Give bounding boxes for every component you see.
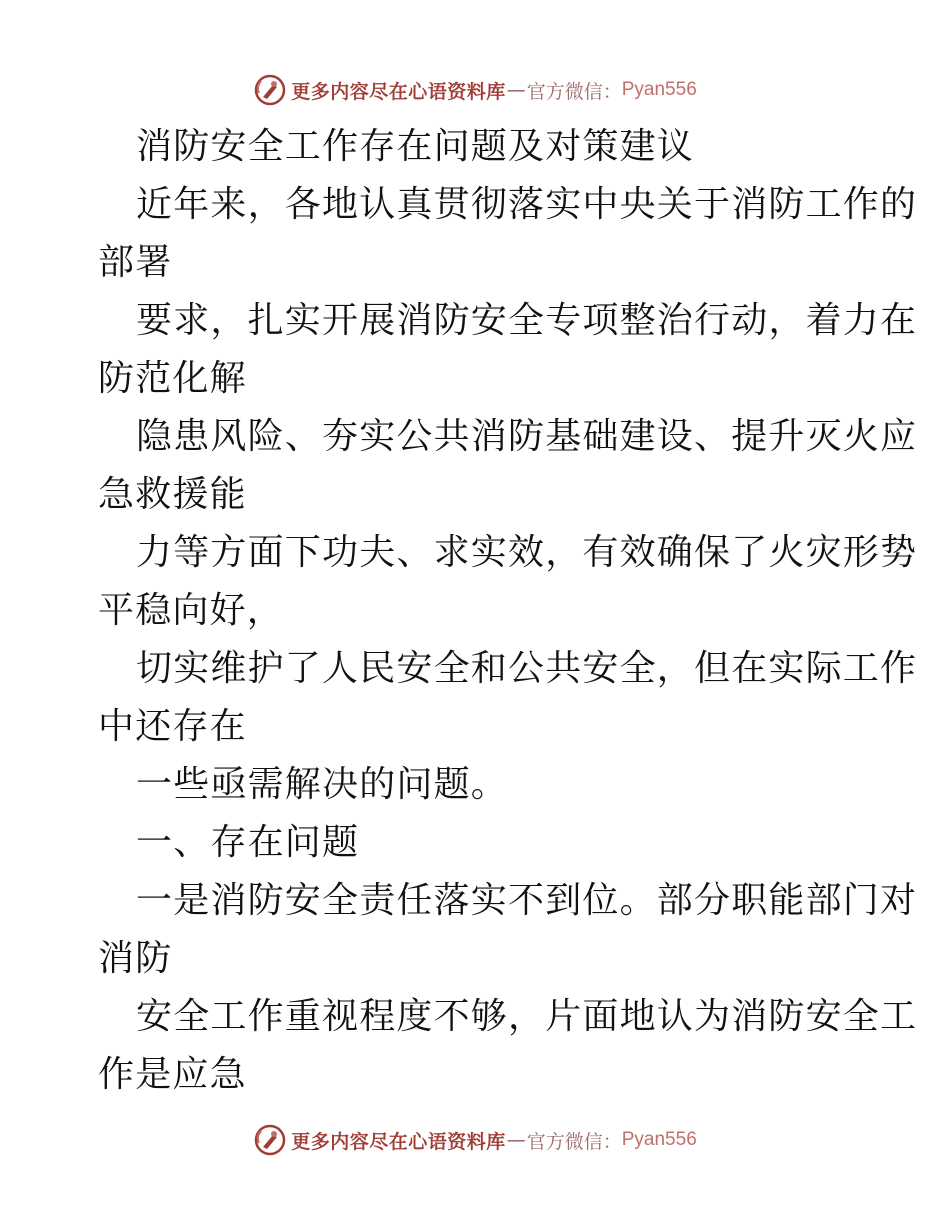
paragraph-line: 切实维护了人民安全和公共安全，但在实际工作	[136, 648, 918, 689]
paragraph-line: 急救援能	[98, 474, 247, 515]
watermark-dash: —	[506, 79, 526, 101]
watermark-dash: —	[506, 1129, 526, 1151]
paragraph-line: 近年来，各地认真贯彻落实中央关于消防工作的	[136, 184, 918, 225]
paragraph-line: 安全工作重视程度不够，片面地认为消防安全工	[136, 996, 918, 1037]
watermark-label: 官方微信：	[526, 80, 622, 103]
paragraph-line: 部署	[98, 242, 173, 283]
fire-extinguisher-logo-icon	[253, 1123, 287, 1157]
fire-extinguisher-logo-icon	[253, 73, 287, 107]
paragraph-line: 平稳向好，	[98, 590, 285, 631]
paragraph-line: 作是应急	[98, 1054, 247, 1095]
paragraph-line: 隐患风险、夯实公共消防基础建设、提升灭火应	[136, 416, 918, 457]
watermark-account: Pyan556	[621, 1129, 697, 1150]
paragraph-line: 一些亟需解决的问题。	[136, 764, 509, 805]
paragraph-line: 防范化解	[98, 358, 247, 399]
paragraph-line: 中还存在	[98, 706, 247, 747]
header-watermark	[0, 70, 950, 110]
footer-watermark	[0, 1120, 950, 1160]
document-body	[98, 118, 918, 1104]
watermark-brand: 更多内容尽在心语资料库	[291, 1130, 506, 1153]
watermark-brand: 更多内容尽在心语资料库	[291, 80, 506, 103]
watermark-label: 官方微信：	[526, 1130, 622, 1153]
section-heading: 一、存在问题	[136, 822, 360, 863]
watermark-account: Pyan556	[621, 79, 697, 100]
paragraph-line: 力等方面下功夫、求实效，有效确保了火灾形势	[136, 532, 918, 573]
paragraph-line: 消防	[98, 938, 173, 979]
paragraph-line: 一是消防安全责任落实不到位。部分职能部门对	[136, 880, 918, 921]
document-title: 消防安全工作存在问题及对策建议	[136, 126, 695, 167]
paragraph-line: 要求，扎实开展消防安全专项整治行动，着力在	[136, 300, 918, 341]
